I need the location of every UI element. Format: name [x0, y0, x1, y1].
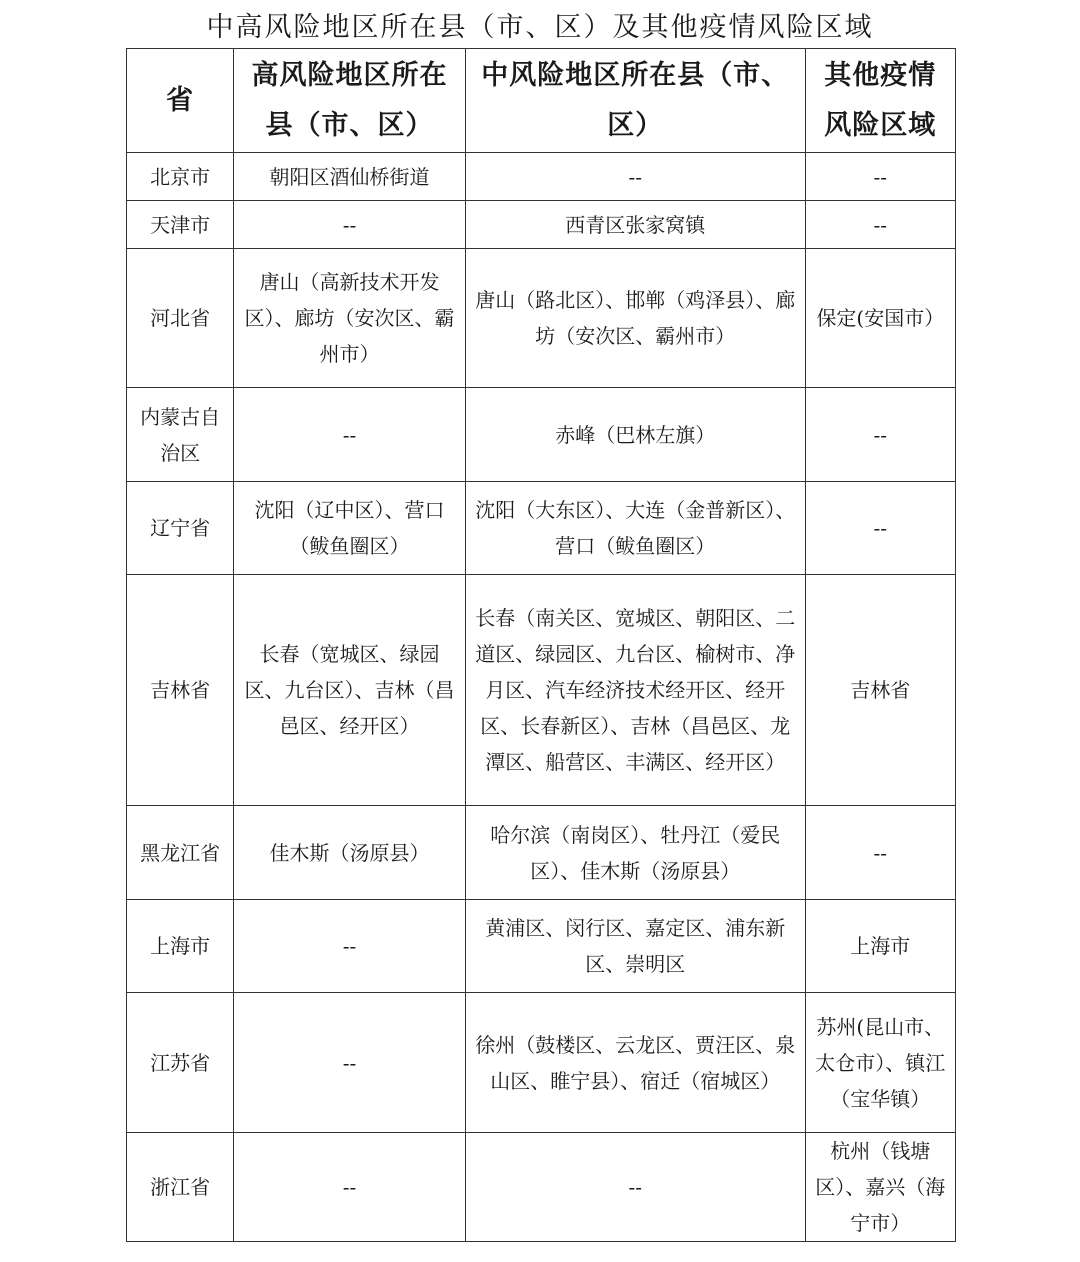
cell-other: 杭州（钱塘区）、嘉兴（海宁市） [805, 1133, 955, 1242]
cell-province: 黑龙江省 [127, 806, 234, 900]
cell-other: 上海市 [805, 900, 955, 993]
header-province: 省 [127, 49, 234, 153]
table-row [127, 806, 956, 900]
table-header-row [127, 49, 956, 153]
cell-medium: 长春（南关区、宽城区、朝阳区、二道区、绿园区、九台区、榆树市、净月区、汽车经济技术经开区、经开区、长春新区）、吉林（昌邑区、龙潭区、船营区、丰满区、经开区） [465, 575, 805, 806]
cell-medium: 西青区张家窝镇 [465, 201, 805, 249]
cell-high: -- [234, 201, 466, 249]
cell-other: -- [805, 388, 955, 482]
cell-other: 吉林省 [805, 575, 955, 806]
table-row [127, 575, 956, 806]
cell-high: -- [234, 1133, 466, 1242]
cell-province: 辽宁省 [127, 482, 234, 575]
cell-high: 朝阳区酒仙桥街道 [234, 153, 466, 201]
table-row [127, 153, 956, 201]
table-row [127, 201, 956, 249]
cell-other: 保定(安国市） [805, 249, 955, 388]
cell-high: -- [234, 388, 466, 482]
cell-high: 佳木斯（汤原县） [234, 806, 466, 900]
header-other-risk: 其他疫情风险区域 [805, 49, 955, 153]
table-row [127, 249, 956, 388]
cell-medium: -- [465, 1133, 805, 1242]
cell-province: 吉林省 [127, 575, 234, 806]
header-high-risk: 高风险地区所在县（市、区） [234, 49, 466, 153]
cell-province: 浙江省 [127, 1133, 234, 1242]
cell-other: -- [805, 153, 955, 201]
cell-medium: 徐州（鼓楼区、云龙区、贾汪区、泉山区、睢宁县）、宿迁（宿城区） [465, 993, 805, 1133]
cell-province: 内蒙古自治区 [127, 388, 234, 482]
cell-medium: 赤峰（巴林左旗） [465, 388, 805, 482]
cell-other: -- [805, 201, 955, 249]
cell-medium: -- [465, 153, 805, 201]
cell-other: 苏州(昆山市、太仓市）、镇江（宝华镇） [805, 993, 955, 1133]
cell-high: 沈阳（辽中区）、营口（鲅鱼圈区） [234, 482, 466, 575]
cell-province: 北京市 [127, 153, 234, 201]
cell-medium: 哈尔滨（南岗区）、牡丹江（爱民区）、佳木斯（汤原县） [465, 806, 805, 900]
cell-medium: 唐山（路北区）、邯郸（鸡泽县）、廊坊（安次区、霸州市） [465, 249, 805, 388]
cell-province: 上海市 [127, 900, 234, 993]
cell-province: 河北省 [127, 249, 234, 388]
table-row [127, 388, 956, 482]
cell-other: -- [805, 806, 955, 900]
cell-high: 唐山（高新技术开发区）、廊坊（安次区、霸州市） [234, 249, 466, 388]
risk-area-table [126, 48, 956, 1242]
cell-high: 长春（宽城区、绿园区、九台区）、吉林（昌邑区、经开区） [234, 575, 466, 806]
table-row [127, 993, 956, 1133]
cell-medium: 黄浦区、闵行区、嘉定区、浦东新区、崇明区 [465, 900, 805, 993]
table-row [127, 900, 956, 993]
cell-province: 江苏省 [127, 993, 234, 1133]
document-title: 中高风险地区所在县（市、区）及其他疫情风险区域 [206, 12, 874, 43]
table-row [127, 482, 956, 575]
cell-province: 天津市 [127, 201, 234, 249]
cell-other: -- [805, 482, 955, 575]
table-row [127, 1133, 956, 1242]
cell-high: -- [234, 993, 466, 1133]
header-medium-risk: 中风险地区所在县（市、区） [465, 49, 805, 153]
cell-high: -- [234, 900, 466, 993]
cell-medium: 沈阳（大东区）、大连（金普新区）、营口（鲅鱼圈区） [465, 482, 805, 575]
